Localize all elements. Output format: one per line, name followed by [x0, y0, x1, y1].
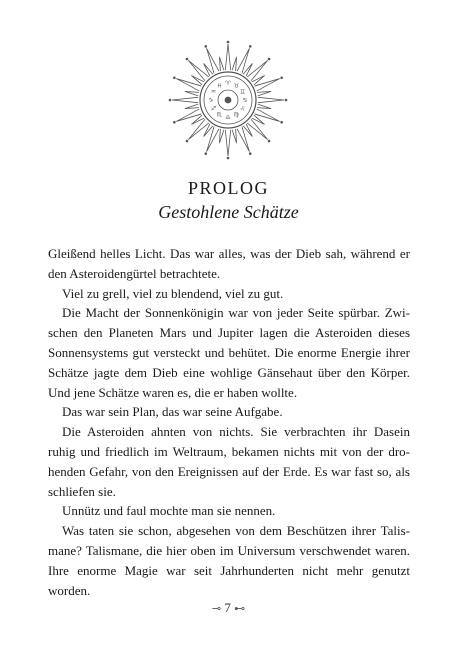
body-text [48, 244, 410, 598]
zodiac-glyph-icon: ♋ [242, 97, 248, 104]
zodiac-glyph-icon: ♑ [208, 97, 214, 104]
ray-dot [186, 140, 188, 142]
sun-zodiac-ornament-icon [168, 40, 288, 160]
sun-ray [207, 127, 219, 152]
sun-ray [176, 79, 201, 91]
sun-ray [219, 129, 224, 143]
ray-dot [205, 46, 207, 48]
sun-ray [247, 119, 267, 139]
ray-dot [174, 121, 176, 123]
sun-ray [219, 57, 224, 71]
sun-ray [258, 97, 284, 102]
ray-dot [205, 153, 207, 155]
text-line: schliefen sie. [48, 483, 116, 499]
left-sprig-ornament: ⊸ [211, 603, 222, 615]
ray-dot [249, 153, 251, 155]
text-line: Ihre enorme Magie war seit Jahrhunderten nicht mehr genutzt worden. [48, 562, 410, 598]
sun-ray [185, 104, 199, 109]
sun-ray [225, 130, 230, 156]
sun-ray [176, 109, 201, 121]
sun-ray [247, 60, 267, 80]
sun-ray [237, 127, 249, 152]
ray-dot [169, 99, 171, 101]
text-line: Schätze jagte dem Dieb eine wohlige Gänsehaut über den Körper. [48, 364, 410, 380]
text-line: ruhig und friedlich im Weltraum, bekamen nichts mit von der dro- [48, 443, 410, 459]
zodiac-glyph-icon: ♐ [210, 105, 216, 113]
text-line: Unnütz und faul mochte man sie nennen. [62, 503, 276, 519]
page-number: 7 [224, 600, 231, 615]
ray-dot [249, 46, 251, 48]
ray-dot [281, 77, 283, 79]
sun-ray [172, 97, 198, 102]
sun-ray [188, 60, 208, 80]
sun-ray [257, 91, 271, 96]
sun-ray [255, 79, 280, 91]
ray-dot [227, 41, 229, 43]
sun-ray [232, 57, 237, 71]
zodiac-glyph-icon: ♌ [240, 105, 246, 113]
text-line: mane? Talismane, die hier oben im Universum verschwendet waren. [48, 542, 410, 558]
zodiac-glyph-icon: ♒ [210, 88, 216, 96]
text-line: den Asteroidengürtel betrachtete. [48, 265, 221, 281]
sun-ray [188, 119, 208, 139]
text-line: Sonnensystems gut versteckt und behütet. Die enorme Energie ihrer [48, 344, 410, 360]
text-line: Und jene Schätze waren es, die er haben wollte. [48, 384, 298, 400]
ray-dot [227, 157, 229, 159]
zodiac-glyph-icon: ♍ [233, 111, 240, 119]
ray-dot [285, 99, 287, 101]
zodiac-glyph-icon: ♊ [240, 88, 246, 96]
text-line: Das war sein Plan, das war seine Aufgabe. [62, 404, 283, 420]
page-number-footer [0, 600, 457, 616]
sun-ray [225, 44, 230, 70]
sun-ray [257, 104, 271, 109]
ray-dot [268, 58, 270, 60]
text-line: henden Gefahr, von den Ereignissen auf der Erde. Es war fast so, als [48, 463, 410, 479]
sun-ray [207, 48, 219, 73]
ray-dot [268, 140, 270, 142]
zodiac-glyph-icon: ♉ [233, 82, 240, 90]
ray-dot [174, 77, 176, 79]
sun-ray [185, 91, 199, 96]
text-line: Die Asteroiden ahnten von nichts. Sie verbrachten ihr Dasein [62, 424, 410, 440]
text-line: Viel zu grell, viel zu blendend, viel zu gut. [62, 285, 284, 301]
text-line: Was taten sie schon, abgesehen von dem Beschützen ihrer Talis- [62, 523, 410, 539]
sun-ray [237, 48, 249, 73]
sun-ray [255, 109, 280, 121]
sun-ray [232, 129, 237, 143]
zodiac-glyph-icon: ♏ [216, 111, 223, 119]
chapter-subtitle: Gestohlene Schätze [158, 202, 299, 222]
ray-dot [186, 58, 188, 60]
text-line: schen den Planeten Mars und Jupiter lagen die Asteroiden dieses [48, 325, 410, 341]
ray-dot [281, 121, 283, 123]
text-line: Die Macht der Sonnenkönigin war von jeder Seite spürbar. Zwi- [62, 305, 410, 321]
zodiac-glyph-icon: ♎ [225, 114, 231, 121]
zodiac-glyph-icon: ♓ [216, 82, 223, 90]
chapter-title: PROLOG [187, 178, 269, 198]
text-line: Gleißend helles Licht. Das war alles, was der Dieb sah, während er [48, 246, 410, 261]
zodiac-glyph-icon: ♈ [225, 80, 231, 87]
right-sprig-ornament: ⊷ [234, 603, 246, 615]
